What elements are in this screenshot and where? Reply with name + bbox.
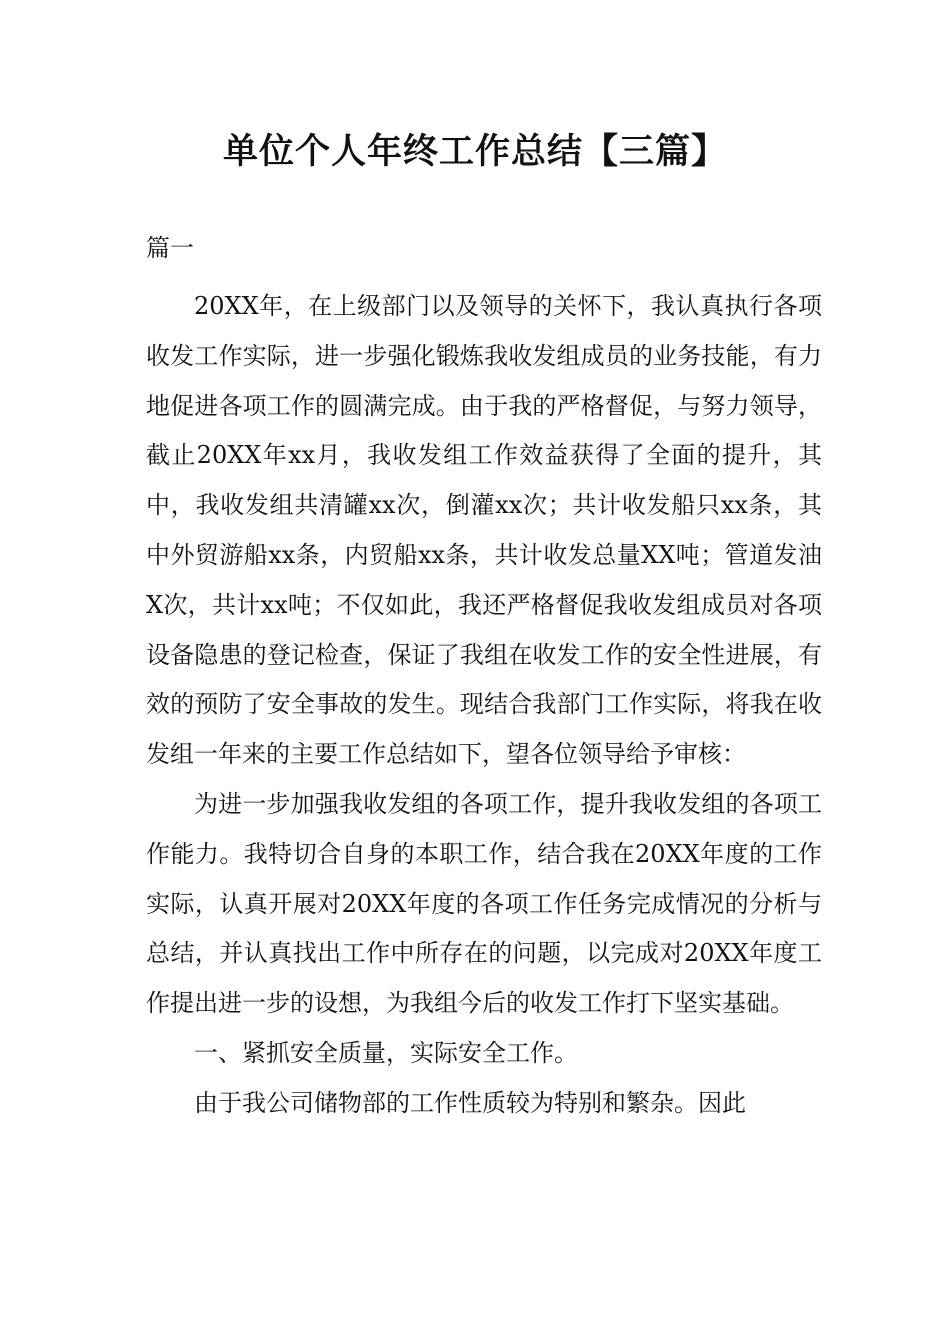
document-body [146, 282, 822, 1129]
section-label: 篇一 [146, 234, 194, 262]
paragraph: 由于我公司储物部的工作性质较为特别和繁杂。因此 [194, 1088, 746, 1117]
document-title: 单位个人年终工作总结【三篇】 [222, 132, 727, 172]
paragraph: 20XX年，在上级部门以及领导的关怀下，我认真执行各项收发工作实际，进一步强化锻炼我收发组成员的业务技能，有力地促进各项工作的圆满完成。由于我的严格督促，与努力领导，截止20XX年xx月，我收发组工作效益获得了全面的提升，其中，我收发组共清罐xx次，倒灌xx次；共计收发船只xx条，其中外贸游船xx条，内贸船xx条，共计收发总量XX吨；管道发油X次，共计xx吨；不仅如此，我还严格督促我收发组成员对各项设备隐患的登记检查，保证了我组在收发工作的安全性进展，有效的预防了安全事故的发生。现结合我部门工作实际，将我在收发组一年来的主要工作总结如下，望各位领导给予审核： [146, 292, 822, 769]
section-heading: 一、紧抓安全质量，实际安全工作。 [194, 1038, 578, 1067]
paragraph: 为进一步加强我收发组的各项工作，提升我收发组的各项工作能力。我特切合自身的本职工作，结合我在20XX年度的工作实际，认真开展对20XX年度的各项工作任务完成情况的分析与总结，并认真找出工作中所存在的问题，以完成对20XX年度工作提出进一步的设想，为我组今后的收发工作打下坚实基础。 [146, 789, 822, 1018]
